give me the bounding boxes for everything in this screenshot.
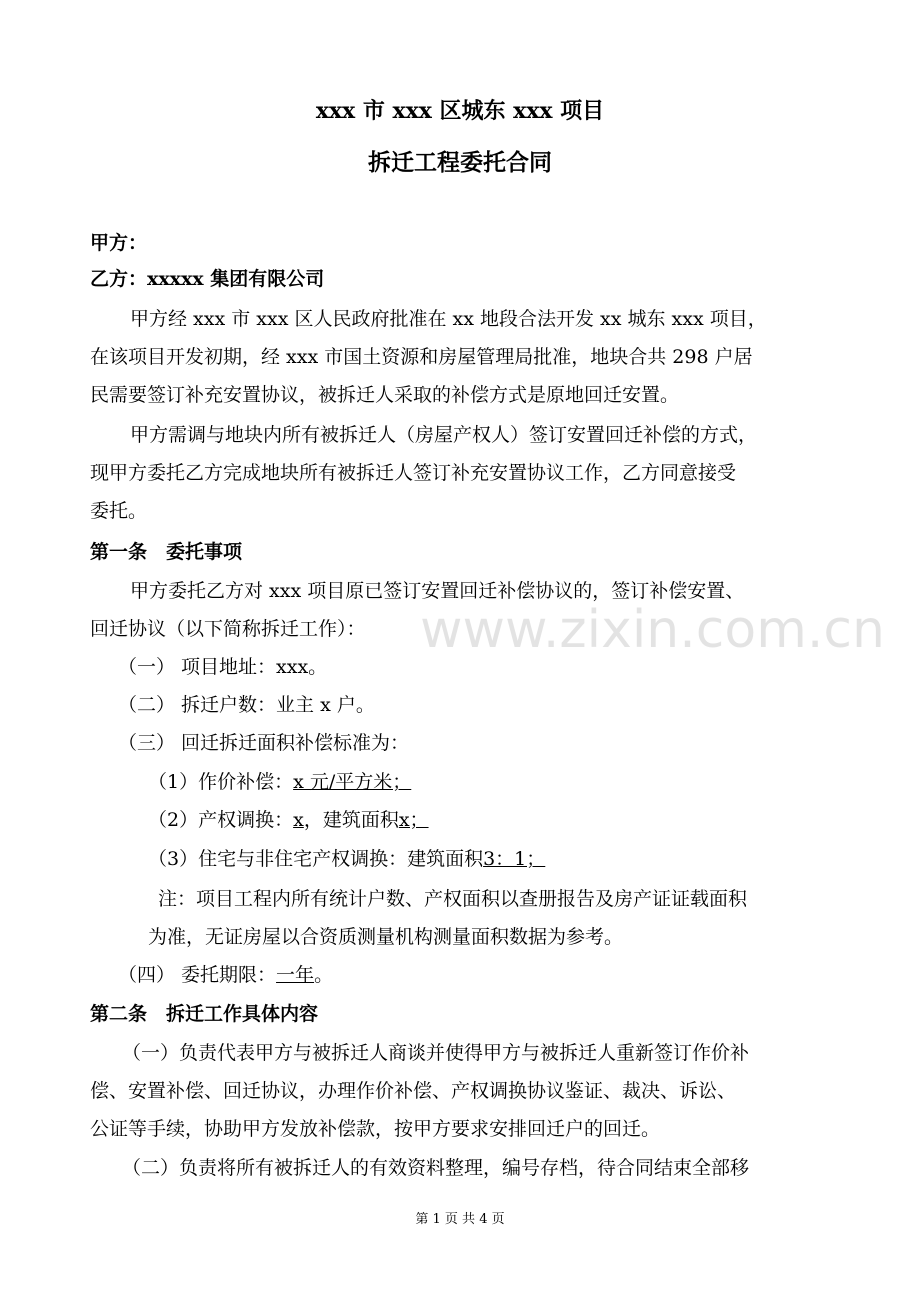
sub-item-3 <box>148 844 545 871</box>
document-title-line1: xxx 市 xxx 区城东 xxx 项目 <box>315 98 605 124</box>
party-a: 甲方： <box>90 232 148 254</box>
item-3: （三） 回迁拆迁面积补偿标准为： <box>118 732 410 754</box>
page-footer: 第 1 页 共 4 页 <box>415 1212 505 1227</box>
article-2-paragraph-1-line-1: （一）负责代表甲方与被拆迁人商谈并使得甲方与被拆迁人重新签订作价补 <box>122 1042 750 1064</box>
item-4-end: 。 <box>314 964 334 986</box>
sub-item-2-mid: ，建筑面积 <box>303 809 399 831</box>
watermark: www.zixin.com.cn <box>420 600 885 660</box>
item-4 <box>118 960 333 987</box>
intro-paragraph-2-line-1: 甲方需调与地块内所有被拆迁人（房屋产权人）签订安置回迁补偿的方式， <box>130 424 758 446</box>
sub-item-3-label: （3）住宅与非住宅产权调换：建筑面积 <box>148 848 484 870</box>
article-1-paragraph-line-1: 甲方委托乙方对 xxx 项目原已签订安置回迁补偿协议的，签订补偿安置、 <box>130 580 745 602</box>
sub-item-1 <box>148 767 411 794</box>
document-title-line2: 拆迁工程委托合同 <box>368 149 552 176</box>
sub-item-2-label: （2）产权调换： <box>148 809 294 831</box>
article-1-paragraph-line-2: 回迁协议（以下简称拆迁工作）： <box>90 618 366 640</box>
sub-item-1-value: x 元/平方米； <box>293 771 412 793</box>
intro-paragraph-2-line-2: 现甲方委托乙方完成地块所有被拆迁人签订补充安置协议工作，乙方同意接受 <box>90 462 737 484</box>
intro-paragraph-1-line-1: 甲方经 xxx 市 xxx 区人民政府批准在 xx 地段合法开发 xx 城东 xxx 项目， <box>130 308 767 330</box>
item-2: （二） 拆迁户数：业主 x 户。 <box>118 694 375 716</box>
article-2-heading: 第二条 拆迁工作具体内容 <box>90 1003 319 1025</box>
sub-item-2-value-a: x <box>293 809 304 831</box>
article-1-heading: 第一条 委托事项 <box>90 541 243 563</box>
note-line-1: 注：项目工程内所有统计户数、产权面积以查册报告及房产证证载面积 <box>158 888 748 910</box>
article-2-paragraph-2-line-1: （二）负责将所有被拆迁人的有效资料整理，编号存档，待合同结束全部移 <box>122 1157 750 1179</box>
intro-paragraph-2-line-3: 委托。 <box>90 500 148 522</box>
item-4-label: （四） 委托期限： <box>118 964 277 986</box>
party-b: 乙方：xxxxx 集团有限公司 <box>90 268 325 290</box>
sub-item-1-label: （1）作价补偿： <box>148 771 294 793</box>
note-line-2: 为准，无证房屋以合资质测量机构测量面积数据为参考。 <box>148 926 624 948</box>
item-4-value: 一年 <box>276 964 315 986</box>
sub-item-3-value: 3：1； <box>483 848 546 870</box>
item-1: （一） 项目地址：xxx。 <box>118 656 328 678</box>
sub-item-2 <box>148 805 429 832</box>
sub-item-2-value-b: x； <box>398 809 429 831</box>
intro-paragraph-1-line-2: 在该项目开发初期，经 xxx 市国土资源和房屋管理局批准，地块合共 298 户居 <box>90 346 753 368</box>
intro-paragraph-1-line-3: 民需要签订补充安置协议，被拆迁人采取的补偿方式是原地回迁安置。 <box>90 384 680 406</box>
article-2-paragraph-1-line-3: 公证等手续，协助甲方发放补偿款，按甲方要求安排回迁户的回迁。 <box>90 1118 661 1140</box>
article-2-paragraph-1-line-2: 偿、安置补偿、回迁协议，办理作价补偿、产权调换协议鉴证、裁决、诉讼、 <box>90 1080 737 1102</box>
